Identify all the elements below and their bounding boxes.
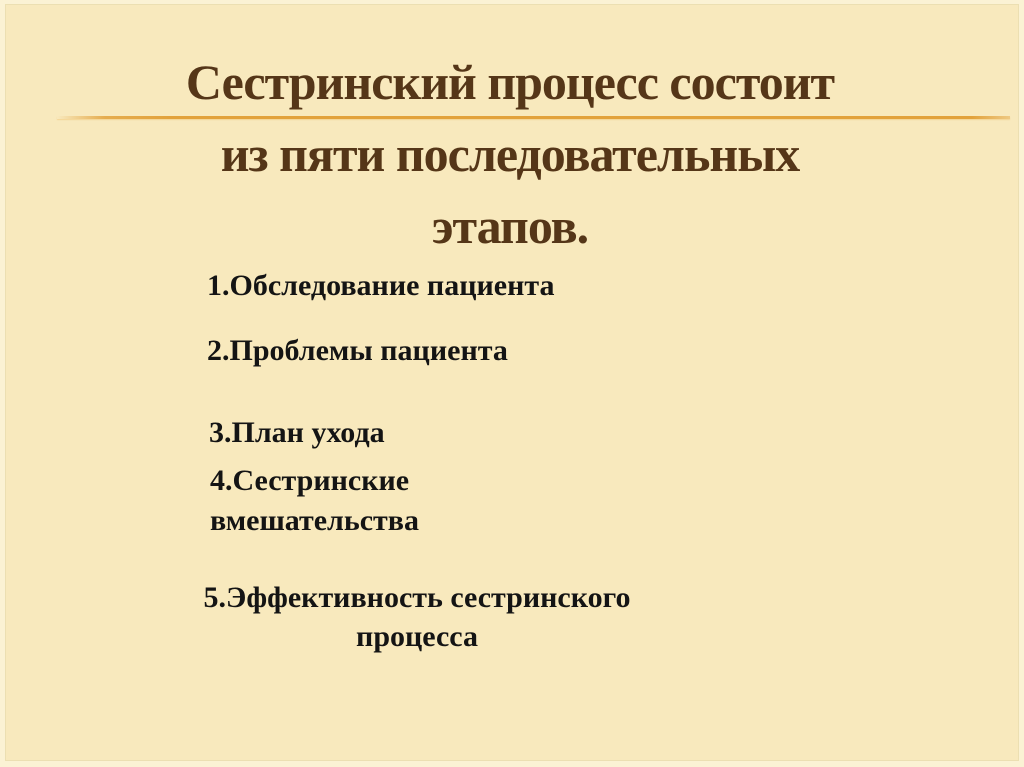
slide-title-line-1: Сестринский процесс состоит (185, 54, 835, 110)
list-item-2-text: 2.Проблемы пациента (207, 334, 508, 367)
list-item-5-line-1: 5.Эффективность сестринского (203, 581, 631, 614)
list-item-4 (210, 461, 419, 541)
list-item-5 (202, 578, 632, 656)
list-item-5-line-2: процесса (356, 620, 478, 653)
list-item-1 (207, 266, 554, 306)
list-item-4-line-1: 4.Сестринские (210, 464, 410, 497)
list-item-2 (207, 331, 508, 371)
list-item-1-text: 1.Обследование пациента (207, 269, 555, 302)
list-item-3-text: 3.План ухода (209, 416, 385, 449)
list-item-3 (209, 413, 385, 453)
slide-title-line-3: этапов. (431, 198, 589, 254)
slide-title-line-2: из пяти последовательных (220, 126, 800, 182)
list-item-4-line-2: вмешательства (210, 504, 419, 537)
